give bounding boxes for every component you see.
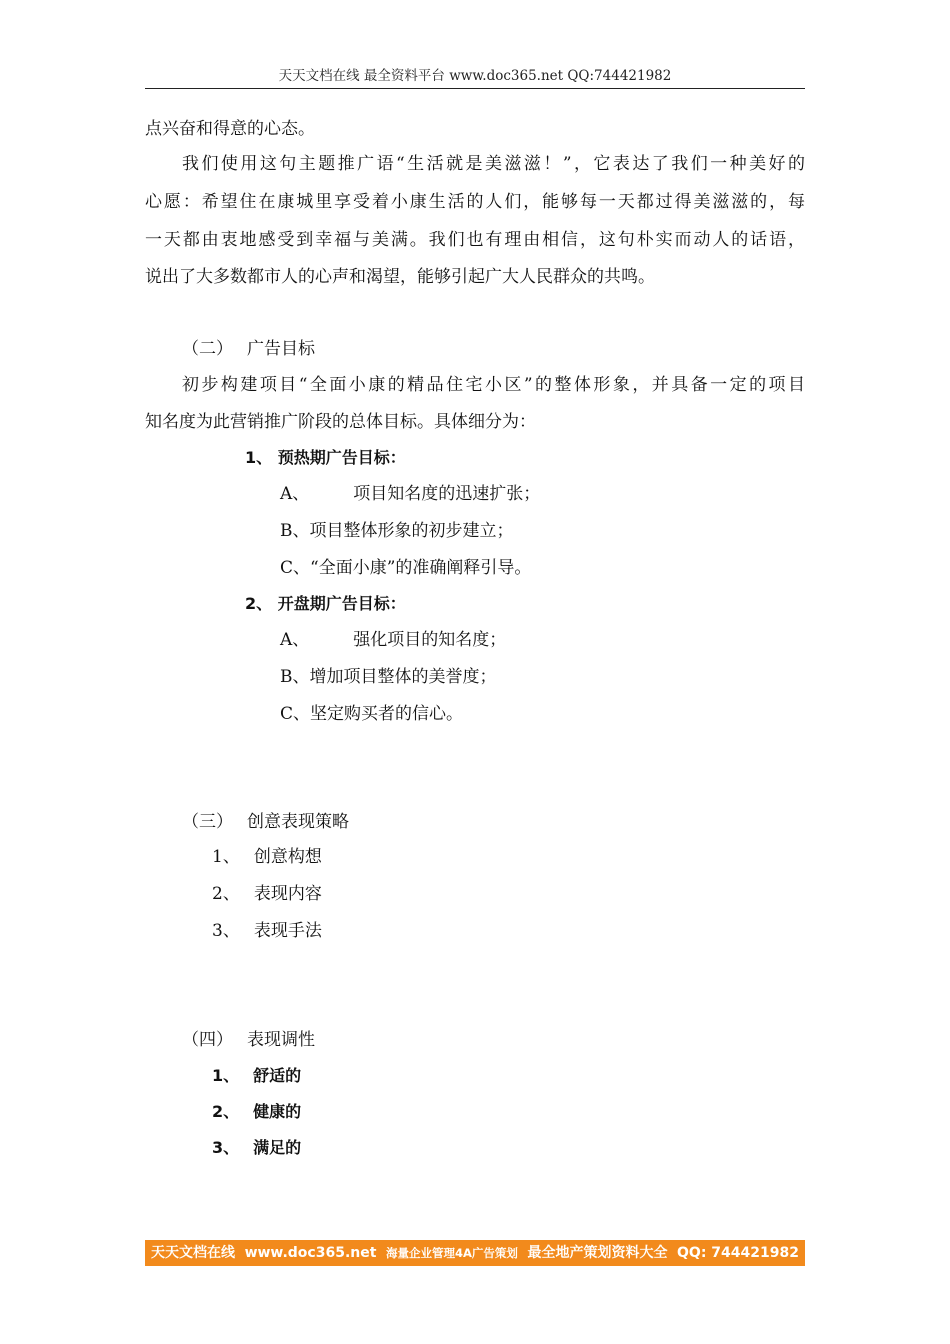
footer-banner[interactable] <box>145 1240 805 1266</box>
paragraph-line: 知名度为此营销推广阶段的总体目标。具体细分为： <box>145 412 536 432</box>
list-item <box>212 919 322 943</box>
list-item-number: 1、 <box>212 847 240 867</box>
list-item <box>212 1064 301 1088</box>
paragraph-line: 点兴奋和得意的心态。 <box>145 119 315 139</box>
list-item-text: 满足的 <box>253 1138 302 1157</box>
list-item-number: 2、 <box>212 1102 240 1121</box>
footer-tagline: 最全地产策划资料大全 <box>527 1245 668 1261</box>
list-item-text: 舒适的 <box>253 1066 302 1085</box>
paragraph-line: 说出了大多数都市人的心声和渴望，能够引起广大人民群众的共鸣。 <box>145 267 655 287</box>
footer-brand: 天天文档在线 <box>151 1245 235 1261</box>
goal-item <box>280 482 540 506</box>
section-number: （三） <box>182 812 233 832</box>
goal-item-marker: A、 <box>280 484 310 504</box>
list-item <box>212 882 322 906</box>
goal-title: 1、 预热期广告目标： <box>245 448 406 467</box>
list-item-number: 1、 <box>212 1066 240 1085</box>
list-item-text: 创意构想 <box>253 847 322 867</box>
paragraph-line: 我们使用这句主题推广语“生活就是美滋滋！”，它表达了我们一种美好的 <box>182 154 805 174</box>
list-item <box>212 1136 301 1160</box>
list-item-text: 健康的 <box>253 1102 302 1121</box>
goal-item: C、坚定购买者的信心。 <box>280 704 464 724</box>
goal-item <box>280 628 506 652</box>
list-item-number: 3、 <box>212 921 240 941</box>
header-rule <box>145 88 805 89</box>
section-number: （四） <box>182 1030 233 1050</box>
list-item-text: 表现手法 <box>253 921 322 941</box>
goal-title: 2、 开盘期广告目标： <box>245 594 406 613</box>
page-header: 天天文档在线 最全资料平台 www.doc365.net QQ:744421982 <box>278 68 672 84</box>
section-heading <box>182 1028 315 1052</box>
goal-item-text: 项目知名度的迅速扩张； <box>353 484 541 504</box>
list-item <box>212 845 322 869</box>
list-item-number: 3、 <box>212 1138 240 1157</box>
section-heading <box>182 337 315 361</box>
section-number: （二） <box>182 339 233 359</box>
goal-item-marker: A、 <box>280 630 310 650</box>
footer-qq: QQ: 744421982 <box>677 1245 799 1261</box>
footer-url[interactable]: www.doc365.net <box>244 1245 377 1261</box>
footer-tagline: 海量企业管理4A广告策划 <box>385 1246 518 1260</box>
section-title: 创意表现策略 <box>247 812 349 832</box>
paragraph-line: 一天都由衷地感受到幸福与美满。我们也有理由相信，这句朴实而动人的话语， <box>145 230 805 250</box>
section-title: 表现调性 <box>247 1030 315 1050</box>
goal-item: B、增加项目整体的美誉度； <box>280 667 497 687</box>
paragraph-line: 心愿：希望住在康城里享受着小康生活的人们，能够每一天都过得美滋滋的，每 <box>145 192 805 212</box>
paragraph-line: 初步构建项目“全面小康的精品住宅小区”的整体形象，并具备一定的项目 <box>182 375 805 395</box>
section-heading <box>182 810 349 834</box>
goal-item-text: 强化项目的知名度； <box>353 630 507 650</box>
list-item <box>212 1100 301 1124</box>
goal-item: C、“全面小康”的准确阐释引导。 <box>280 558 532 578</box>
list-item-text: 表现内容 <box>253 884 322 904</box>
section-title: 广告目标 <box>247 339 315 359</box>
list-item-number: 2、 <box>212 884 240 904</box>
goal-item: B、项目整体形象的初步建立； <box>280 521 514 541</box>
